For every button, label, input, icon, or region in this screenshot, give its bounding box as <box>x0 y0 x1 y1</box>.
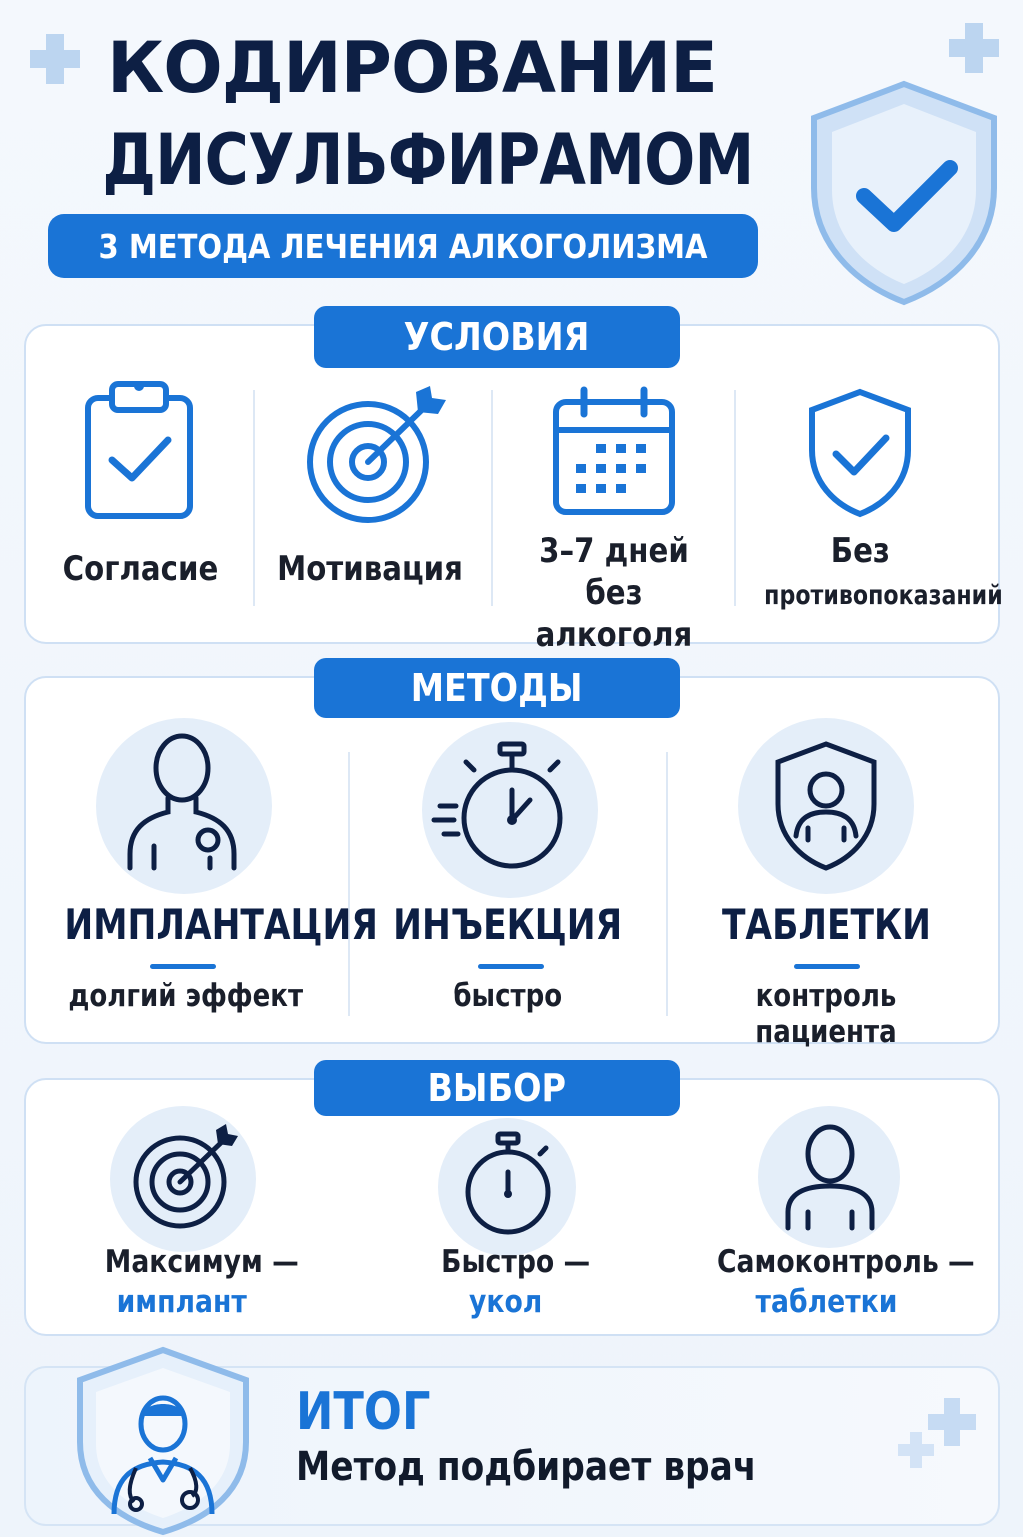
divider <box>491 390 493 606</box>
choice-label: Самоконтроль — <box>717 1244 975 1280</box>
methods-heading <box>314 658 680 718</box>
choice-accent: таблетки <box>755 1284 897 1320</box>
method-title: ИМПЛАНТАЦИЯ <box>64 900 378 949</box>
title-underline <box>150 964 216 969</box>
condition-label: Без противопоказаний <box>764 531 1003 611</box>
clipboard-check-icon <box>84 376 194 522</box>
condition-label: Мотивация <box>277 549 463 589</box>
method-subtitle: долгий эффект <box>68 978 304 1014</box>
method-subtitle: быстро <box>453 978 563 1014</box>
method-title: ИНЪЕКЦИЯ <box>393 900 623 949</box>
methods-heading-text: МЕТОДЫ <box>411 666 583 710</box>
divider <box>348 752 350 1016</box>
shield-check-icon <box>806 78 1002 308</box>
page-title <box>52 22 772 206</box>
choice-heading <box>314 1060 680 1116</box>
result-title: ИТОГ <box>296 1382 431 1442</box>
choice-accent: укол <box>469 1284 543 1320</box>
divider <box>666 752 668 1016</box>
stopwatch-icon <box>462 1132 554 1236</box>
method-title: ТАБЛЕТКИ <box>721 900 931 949</box>
divider <box>734 390 736 606</box>
choice-label: Быстро — <box>441 1244 591 1280</box>
person-implant-icon <box>124 734 244 870</box>
doctor-shield-icon <box>74 1346 252 1532</box>
target-icon <box>306 386 448 528</box>
shield-person-icon <box>772 740 880 872</box>
calendar-icon <box>552 388 676 516</box>
condition-label: 3–7 дней без алкоголя <box>535 531 693 655</box>
title-underline <box>794 964 860 969</box>
result-text: Метод подбирает врач <box>296 1444 757 1490</box>
plus-icon <box>946 20 1002 76</box>
divider <box>253 390 255 606</box>
conditions-heading-text: УСЛОВИЯ <box>404 315 590 359</box>
title-underline <box>478 964 544 969</box>
title-line-2: ДИСУЛЬФИРАМОМ <box>102 119 754 201</box>
subtitle-badge <box>48 214 758 278</box>
conditions-heading <box>314 306 680 368</box>
subtitle-text: 3 МЕТОДА ЛЕЧЕНИЯ АЛКОГОЛИЗМА <box>98 226 708 266</box>
condition-label: Согласие <box>62 549 218 589</box>
method-subtitle: контроль пациента <box>755 978 897 1050</box>
title-line-1: КОДИРОВАНИЕ <box>107 27 717 109</box>
person-icon <box>784 1124 876 1230</box>
choice-heading-text: ВЫБОР <box>427 1066 567 1110</box>
choice-accent: имплант <box>116 1284 248 1320</box>
stopwatch-icon <box>432 742 572 870</box>
shield-check-icon <box>806 388 914 518</box>
plus-icon <box>896 1430 936 1470</box>
choice-label: Максимум — <box>104 1244 300 1280</box>
target-icon <box>132 1124 240 1232</box>
